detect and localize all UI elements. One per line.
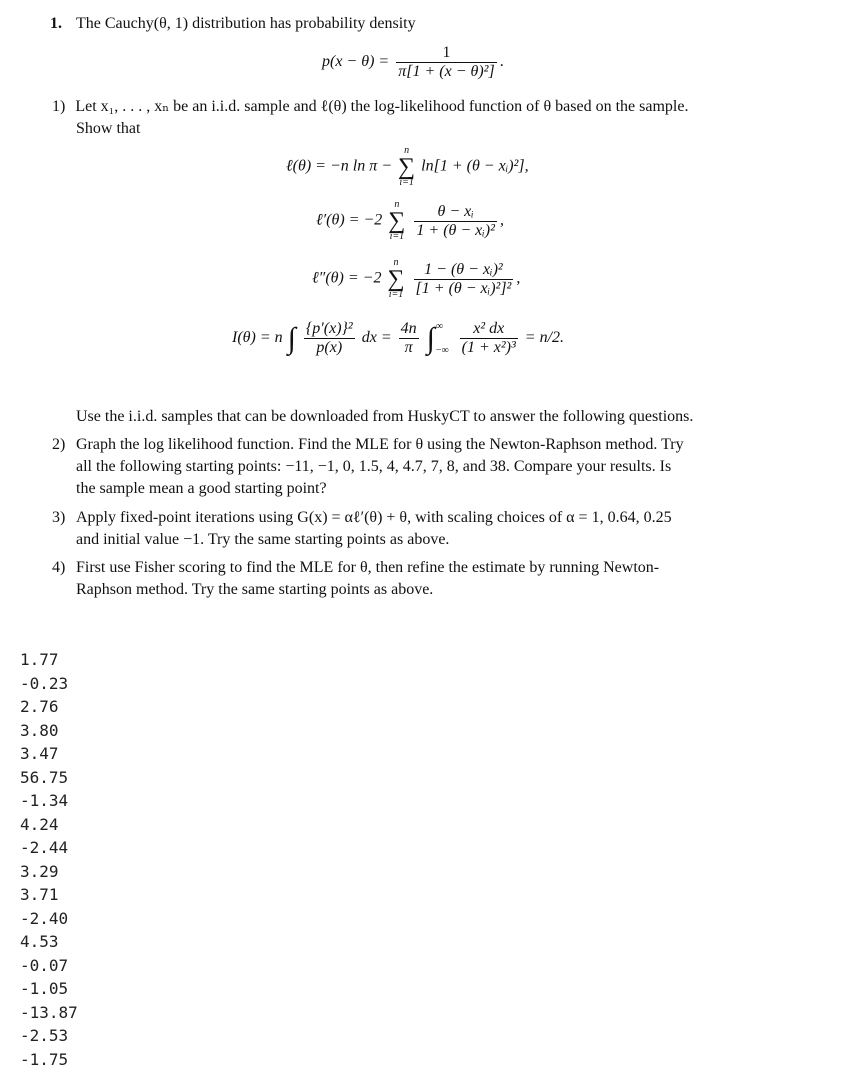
fisher-lhs: I(θ) = n: [232, 329, 283, 347]
d1-denominator: 1 + (θ − xᵢ)²: [416, 221, 495, 239]
fisher-mid: dx =: [361, 329, 392, 347]
sample-value: 56.75: [20, 767, 69, 787]
d2-lhs: ℓ″(θ) = −2: [312, 269, 382, 287]
part1-line1: Let x₁, . . . , xₙ be an i.i.d. sample and ℓ(θ) the log-likelihood function of θ based on the sample.: [75, 98, 689, 115]
sample-value: 2.76: [20, 697, 59, 716]
sample-value: 3.80: [20, 720, 59, 740]
part1-text: [52, 96, 688, 118]
first-derivative-equation: ℓ′(θ) = −2 n ∑ i=1 $\frac{\text{θ − xᵢ}}{\text{1 + (θ − xᵢ)²}}$ ,: [316, 199, 504, 242]
d1-lhs: ℓ′(θ) = −2: [316, 211, 383, 229]
part4-label: 4): [52, 559, 66, 576]
sample-value: -2.44: [20, 838, 69, 857]
part1-line2: Show that: [76, 120, 141, 137]
d1-numerator: θ − xᵢ: [437, 202, 474, 220]
d1-fraction: [414, 203, 497, 240]
part2-label: 2): [52, 436, 66, 453]
part2-line: Graph the log likelihood function. Find the MLE for θ using the Newton-Raphson method. Try: [76, 436, 684, 453]
instructions: Use the i.i.d. samples that can be downloaded from HuskyCT to answer the following questions.: [76, 408, 694, 425]
d2-denominator: [1 + (θ − xᵢ)²]²: [415, 279, 512, 297]
fisher-information-equation: [232, 320, 564, 357]
sample-value: -2.53: [20, 1026, 69, 1045]
density-denominator: π[1 + (x − θ)²]: [398, 63, 495, 80]
part2-line: all the following starting points: −11, −1, 0, 1.5, 4, 4.7, 7, 8, and 38. Compare your results. Is: [76, 458, 672, 475]
sample-value: -13.87: [20, 1002, 78, 1022]
sum-symbol: n ∑ i=1: [388, 199, 406, 242]
second-derivative-equation: ℓ″(θ) = −2 n ∑ i=1 $\frac{\text{1 − (θ − xᵢ)²}}{\text{[1 + (θ − xᵢ)²]²}}$ ,: [312, 257, 521, 300]
density-fraction: [396, 44, 496, 81]
sample-value: -1.05: [20, 979, 69, 998]
sum-symbol: n ∑ i=1: [398, 145, 416, 188]
sample-value: -0.23: [20, 673, 69, 693]
loglik-equation: [286, 146, 529, 188]
problem-heading: [50, 13, 416, 35]
part4-line: Raphson method. Try the same starting points as above.: [76, 581, 434, 598]
sum-upper: n: [404, 145, 410, 156]
integral-symbol: ∫: [426, 321, 435, 355]
density-equation: p(x − θ) = $\frac{1}{\text{π[1 + (x − θ)²]}}$ .: [322, 44, 504, 80]
sample-value: -1.75: [20, 1049, 69, 1069]
density-lhs: p(x − θ) =: [322, 53, 390, 71]
d2-numerator: 1 − (θ − xᵢ)²: [424, 260, 503, 278]
sample-value: 1.77: [20, 650, 59, 669]
sum-symbol: n ∑ i=1: [387, 257, 405, 300]
loglik-rhs: ln[1 + (θ − xᵢ)²],: [421, 157, 529, 175]
integral-symbol: ∫: [287, 321, 296, 355]
sample-value: 4.24: [20, 814, 59, 834]
sample-value: 3.47: [20, 744, 59, 763]
problem-intro: The Cauchy(θ, 1) distribution has probability density: [76, 15, 416, 32]
fisher-rhs: = n/2.: [524, 329, 565, 347]
d2-fraction: [414, 261, 514, 298]
sample-value: 3.29: [20, 861, 59, 881]
sample-value: -2.40: [20, 908, 69, 928]
fisher-fraction-1: $\frac{\text{\{p′(x)\}²}}{p(x)}$: [305, 320, 353, 356]
sample-data-list: [20, 648, 78, 1071]
integral-limits: ∞ −∞: [435, 320, 449, 356]
sample-value: 3.71: [20, 885, 59, 904]
fisher-fraction-3: $\frac{\text{x² dx}}{\text{(1 + x²)³}}$: [461, 320, 516, 356]
part1-label: 1): [52, 98, 66, 115]
part3-label: 3): [52, 509, 66, 526]
part2-line: the sample mean a good starting point?: [76, 480, 327, 497]
density-numerator: 1: [442, 44, 451, 61]
sum-lower: i=1: [399, 177, 414, 188]
problem-number: 1.: [50, 15, 62, 32]
fisher-fraction-2: $\frac{4n}{\pi}$: [400, 320, 417, 356]
sample-value: -0.07: [20, 955, 69, 975]
sample-value: 4.53: [20, 932, 59, 951]
loglik-lhs: ℓ(θ) = −n ln π −: [286, 157, 393, 175]
part3-line: and initial value −1. Try the same starting points as above.: [76, 531, 450, 548]
part4-line: First use Fisher scoring to find the MLE for θ, then refine the estimate by running Newton-: [76, 559, 660, 576]
part3-line: Apply fixed-point iterations using G(x) = αℓ′(θ) + θ, with scaling choices of α = 1, 0.64, 0.25: [76, 509, 672, 526]
sample-value: -1.34: [20, 791, 69, 810]
